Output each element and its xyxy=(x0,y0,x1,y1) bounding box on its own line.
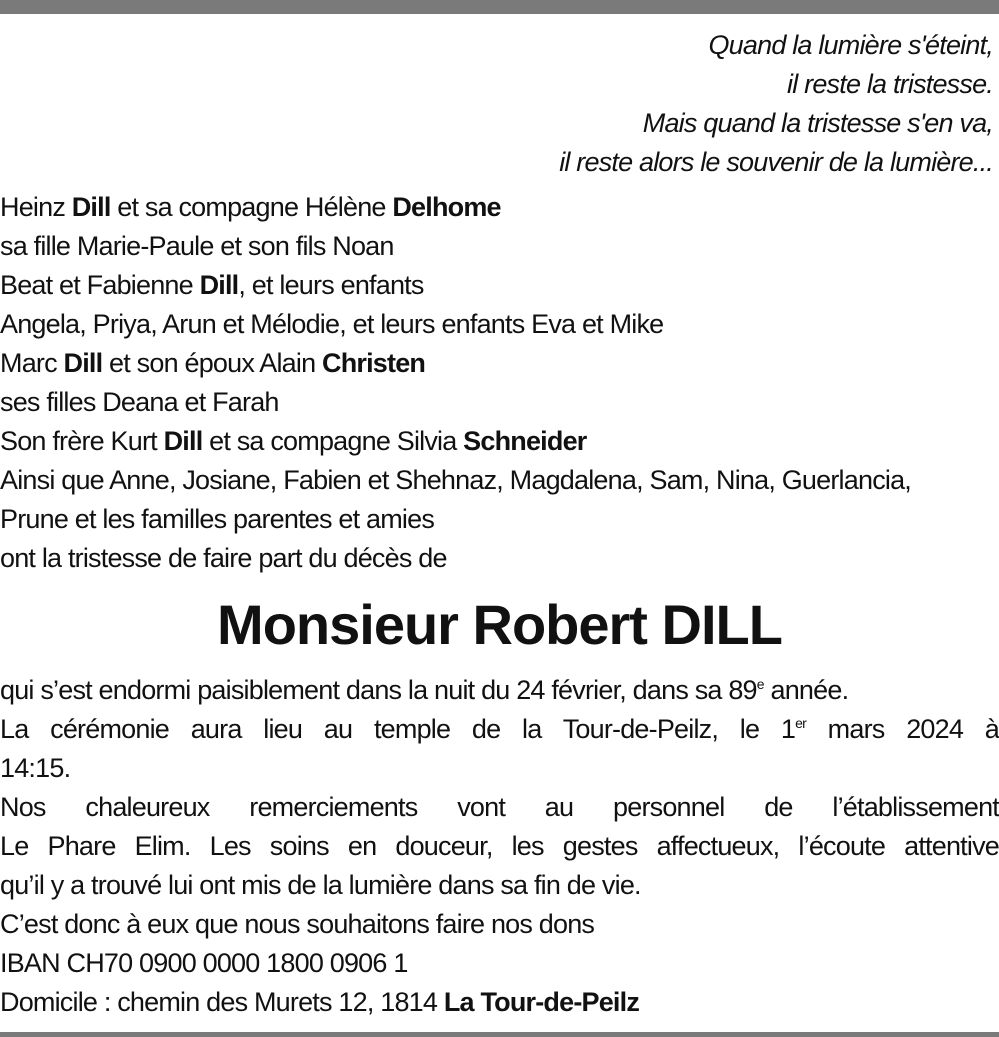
text: et sa compagne Hélène xyxy=(110,192,393,222)
surname: Dill xyxy=(163,426,203,456)
surname: Christen xyxy=(322,348,426,378)
family-line xyxy=(0,188,911,227)
surname: Schneider xyxy=(463,426,587,456)
family-line xyxy=(0,266,911,305)
text: année. xyxy=(763,675,849,705)
text: Beat et Fabienne xyxy=(0,270,200,300)
opening-quote xyxy=(559,26,993,182)
donations-line: C’est donc à eux que nous souhaitons faire nos dons xyxy=(0,909,595,939)
quote-line: il reste alors le souvenir de la lumière... xyxy=(559,147,993,177)
notice-body xyxy=(0,671,999,1022)
quote-line: Quand la lumière s'éteint, xyxy=(708,30,993,60)
text: et sa compagne Silvia xyxy=(202,426,464,456)
surname: Delhome xyxy=(392,192,501,222)
family-line xyxy=(0,344,911,383)
thanks-line: qu’il y a trouvé lui ont mis de la lumière dans sa fin de vie. xyxy=(0,870,641,900)
ceremony-line xyxy=(0,710,999,749)
thanks-line: Nos chaleureux remerciements vont au personnel de l’établissement xyxy=(0,792,999,822)
surname: Dill xyxy=(71,192,111,222)
deceased-name: Monsieur Robert DILL xyxy=(217,593,782,656)
text: mars 2024 à xyxy=(805,714,999,744)
domicile-line xyxy=(0,983,999,1022)
family-line xyxy=(0,422,911,461)
text: , et leurs enfants xyxy=(238,270,424,300)
text: La cérémonie aura lieu au temple de la Tour-de-Peilz, le 1 xyxy=(0,714,796,744)
text: Heinz xyxy=(0,192,72,222)
family-line: sa fille Marie-Paule et son fils Noan xyxy=(0,231,394,261)
ordinal-suffix: e xyxy=(756,676,764,692)
text: et son époux Alain xyxy=(102,348,322,378)
family-line: Prune et les familles parentes et amies xyxy=(0,504,435,534)
family-line: ont la tristesse de faire part du décès de xyxy=(0,543,447,573)
thanks-line: Le Phare Elim. Les soins en douceur, les gestes affectueux, l’écoute attentive xyxy=(0,831,999,861)
text: Son frère Kurt xyxy=(0,426,164,456)
family-list xyxy=(0,188,911,578)
iban: IBAN CH70 0900 0000 1800 0906 1 xyxy=(0,948,408,978)
text: Domicile : chemin des Murets 12, 1814 xyxy=(0,987,444,1017)
death-line xyxy=(0,671,999,710)
family-line: Ainsi que Anne, Josiane, Fabien et Shehnaz, Magdalena, Sam, Nina, Guerlancia, xyxy=(0,465,912,495)
town: La Tour-de-Peilz xyxy=(443,987,640,1017)
quote-line: il reste la tristesse. xyxy=(787,69,993,99)
ceremony-time: 14:15. xyxy=(0,753,71,783)
bottom-rule xyxy=(0,1032,999,1037)
surname: Dill xyxy=(63,348,103,378)
quote-line: Mais quand la tristesse s'en va, xyxy=(642,108,993,138)
family-line: Angela, Priya, Arun et Mélodie, et leurs enfants Eva et Mike xyxy=(0,309,664,339)
surname: Dill xyxy=(199,270,239,300)
text: qui s’est endormi paisiblement dans la nuit du 24 février, dans sa 89 xyxy=(0,675,757,705)
family-line: ses filles Deana et Farah xyxy=(0,387,279,417)
text: Marc xyxy=(0,348,64,378)
ordinal-suffix: er xyxy=(795,715,806,731)
